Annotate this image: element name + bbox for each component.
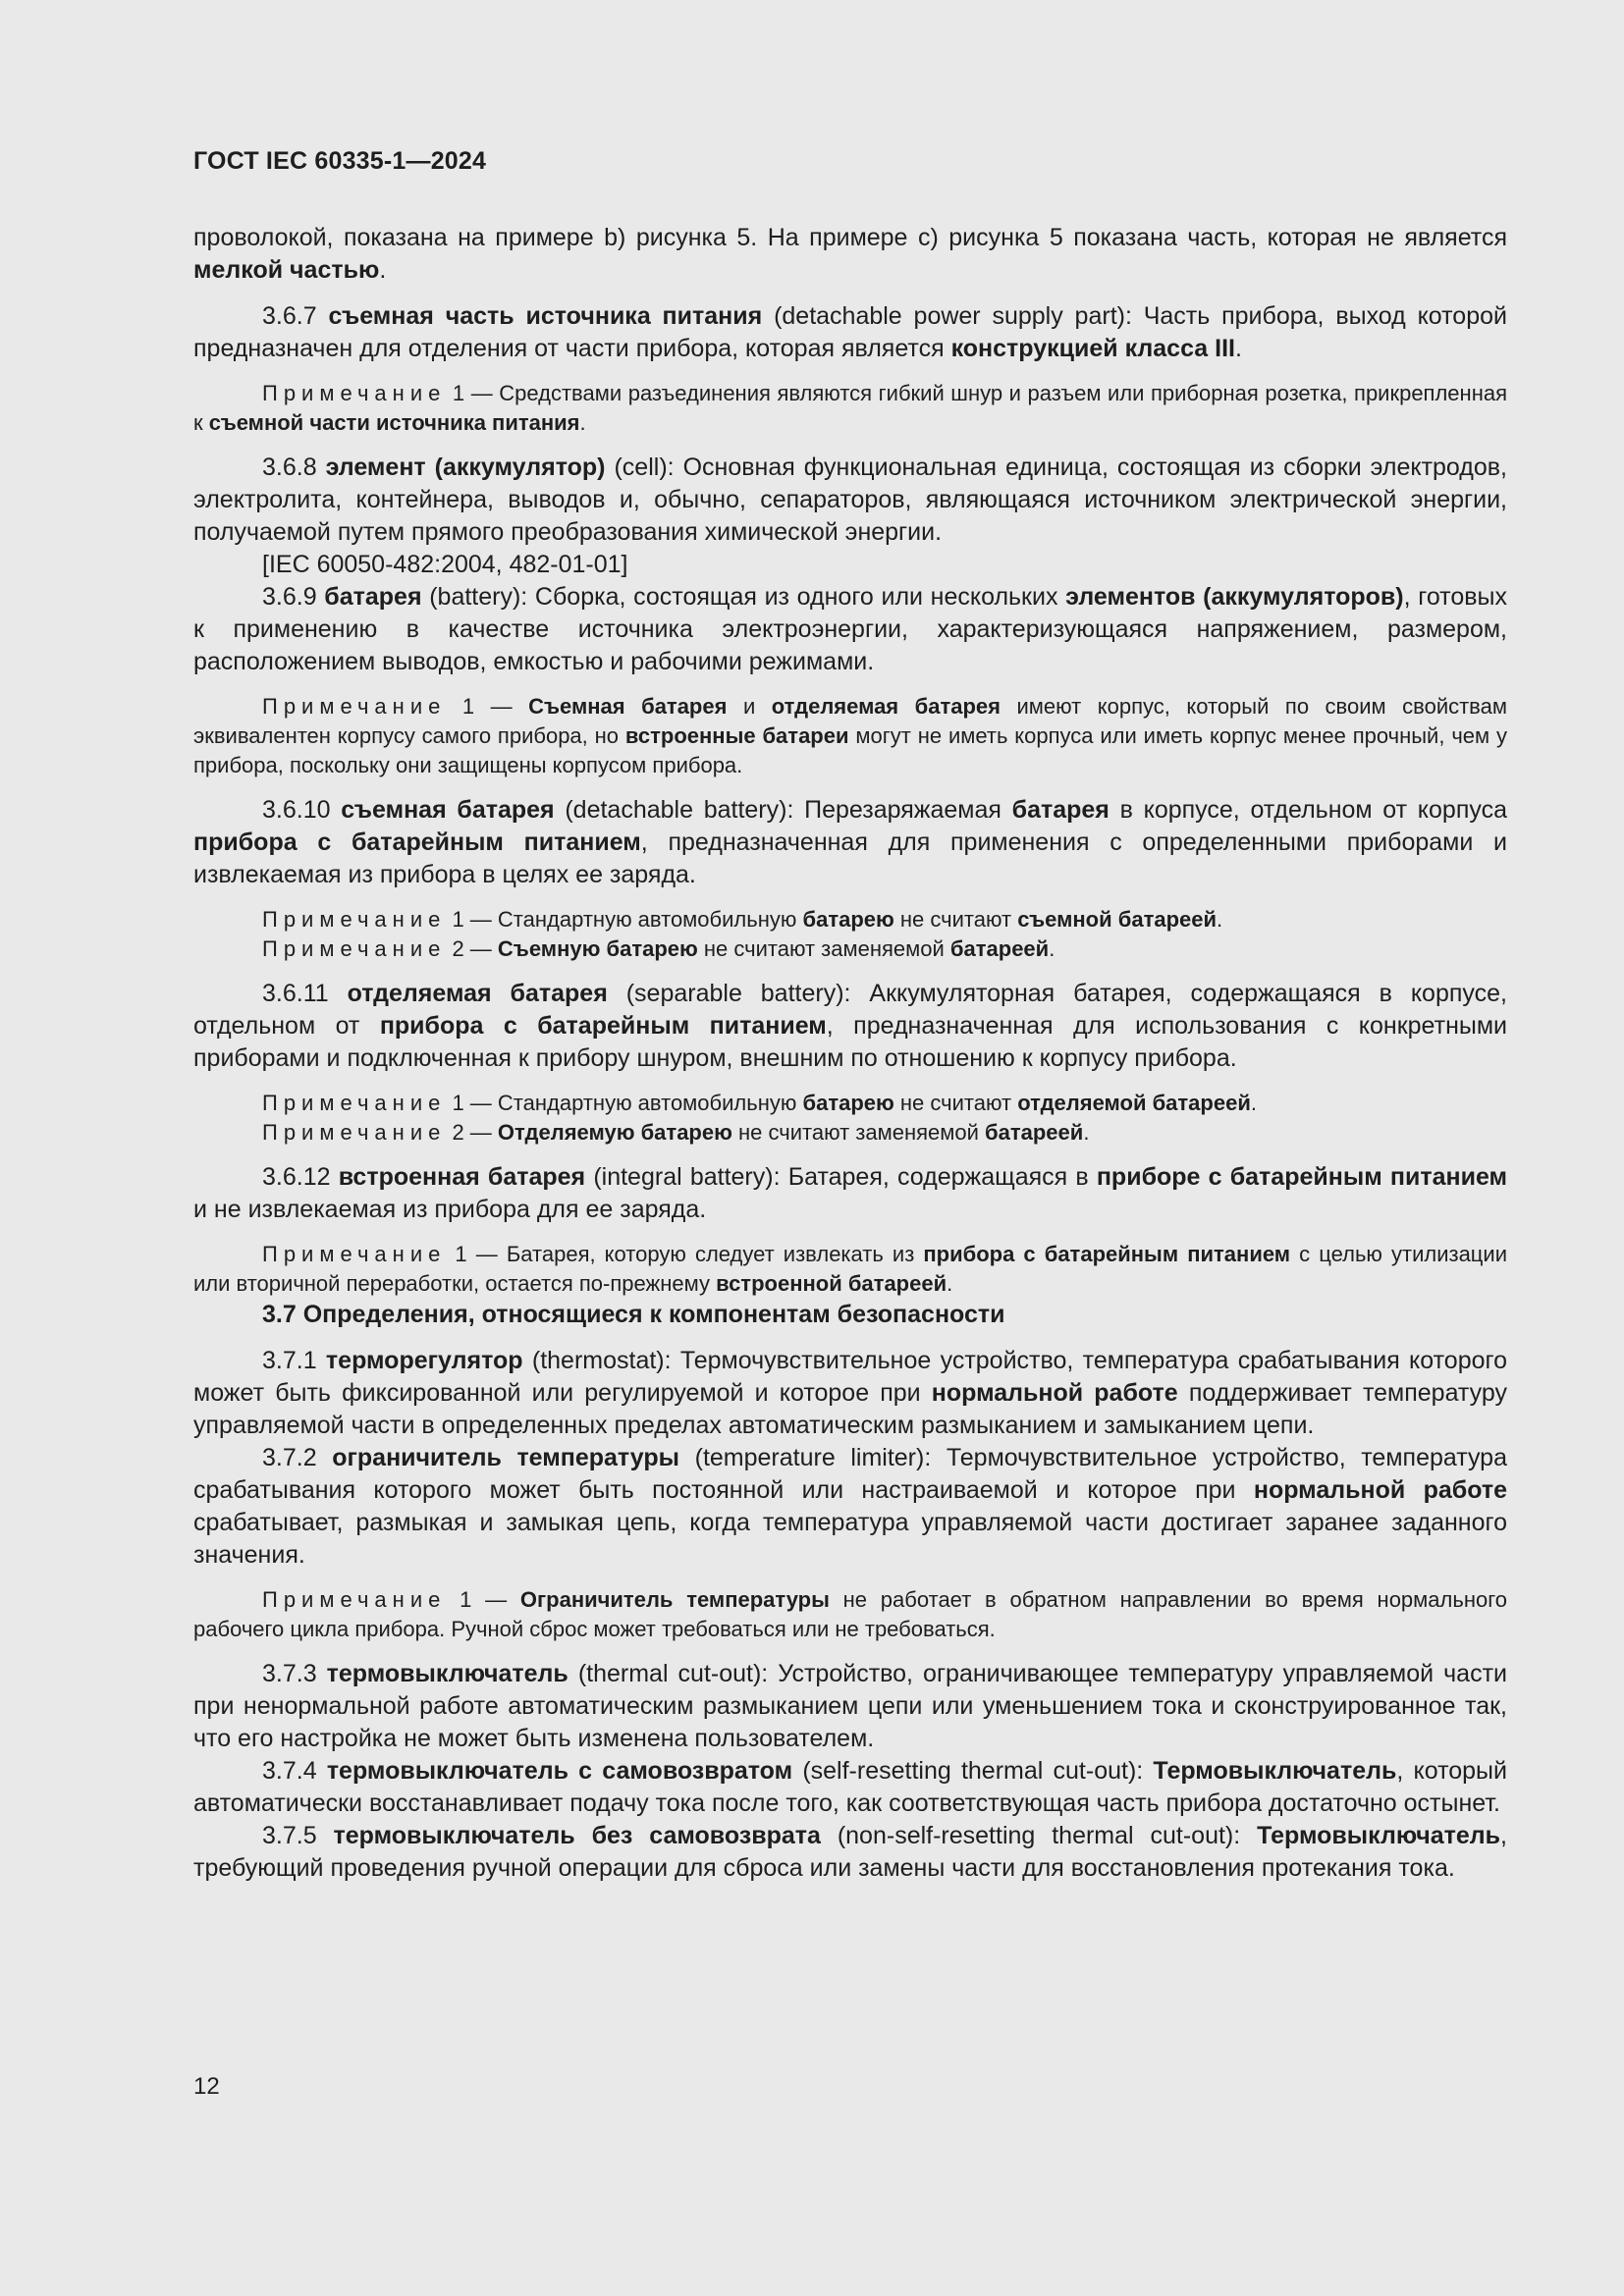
defined-term: прибора с батарейным питанием [379,1012,827,1040]
defined-term: элементов (аккумуляторов) [1065,583,1404,611]
text-run: 1 — Батарея, которую следует извлекать из [446,1242,924,1266]
defined-term: приборе с батарейным питанием [1096,1163,1508,1191]
text-run: не считают заменяемой [731,1120,986,1145]
text-run: , предназначенная для использования с конкретными приборами и подключенная к прибору шнуром, внешним по отношению к корпусу прибора. [193,1012,1507,1072]
text-run: , предназначенная для применения с определенными приборами и извлекаемая из прибора в целях ее заряда. [193,828,1507,888]
page-number: 12 [193,2073,220,2100]
section-heading [193,1299,1507,1331]
text-run: не считают [893,1091,1018,1115]
text-run: [IEC 60050-482:2004, 482-01-01] [262,551,628,578]
defined-term: съемная батарея [341,796,555,824]
text-run: . [947,1271,953,1296]
definition-paragraph [193,581,1507,678]
text-run: . [1250,1091,1257,1115]
defined-term: съемной части источника питания [208,410,580,435]
defined-term: батарея [1011,796,1110,824]
text-run: (temperature limiter): Термочувствительное устройство, температура срабатывания которого может быть постоянной или настраиваемой и которое при [193,1444,1507,1504]
text-run: и [727,694,772,719]
definition-paragraph [193,1161,1507,1226]
text-run: 3.7.5 [262,1822,334,1849]
text-run: 1 — Средствами разъединения являются гибкий шнур и разъем или приборная розетка, прикрепленная к [193,381,1507,435]
defined-term: термовыключатель с самовозвратом [326,1757,793,1785]
defined-term: прибора с батарейным питанием [193,828,641,856]
text-run: и не извлекаемая из прибора для ее заряда. [193,1196,707,1223]
defined-term: батареей [985,1120,1084,1145]
definition-paragraph [193,549,1507,581]
note-paragraph [193,905,1507,934]
definition-paragraph [193,1755,1507,1820]
text-run: 3.6.12 [262,1163,339,1191]
defined-term: Съемную батарею [497,936,698,961]
note-paragraph [193,692,1507,780]
defined-term: Ограничитель температуры [519,1587,830,1612]
defined-term: отделяемая батарея [771,694,1001,719]
definition-paragraph [193,1820,1507,1885]
definition-paragraph [193,300,1507,365]
defined-term: встроенная батарея [338,1163,586,1191]
text-run: 3.6.7 [262,302,329,330]
defined-term: термовыключатель без самовозврата [333,1822,821,1849]
text-run: . [1049,936,1056,961]
text-run: (non-self-resetting thermal cut-out): [820,1822,1258,1849]
note-paragraph [193,379,1507,438]
text-run: 3.7.2 [262,1444,333,1471]
note-label: Примечание [262,694,447,719]
note-label: Примечание [262,1120,447,1145]
defined-term: нормальной работе [931,1379,1178,1407]
text-run: 2 — [446,936,498,961]
definition-paragraph [193,1442,1507,1572]
text-run: 3.7.3 [262,1660,327,1687]
text-run: (thermostat): Термочувствительное устройство, температура срабатывания которого может быть фиксированной или регулируемой и которое при [193,1347,1507,1407]
text-run: . [579,410,586,435]
page-header-standard-title: ГОСТ IEC 60335-1—2024 [193,147,487,175]
note-label: Примечание [262,1587,447,1612]
note-label: Примечание [262,1091,447,1115]
note-paragraph [193,1089,1507,1118]
definition-paragraph [193,222,1507,287]
defined-term: отделяемой батареей [1017,1091,1251,1115]
text-run: проволокой, показана на примере b) рисунка 5. На примере c) рисунка 5 показана часть, которая не является [193,224,1507,251]
text-run: (thermal cut-out): Устройство, ограничивающее температуру управляемой части при ненормальной работе автоматическим размыканием цепи или уменьшением тока и сконструированное так, что его настройка не может быть изменена пользователем. [193,1660,1507,1752]
defined-term: Термовыключатель [1257,1822,1501,1849]
text-run: срабатывает, размыкая и замыкая цепь, когда температура управляемой части достигает заранее заданного значения. [193,1509,1507,1569]
text-run: (integral battery): Батарея, содержащаяся в [585,1163,1097,1191]
defined-term: встроенные батареи [624,723,849,748]
defined-term: батарею [802,907,894,932]
note-paragraph [193,1118,1507,1148]
note-label: Примечание [262,1242,447,1266]
document-body [193,222,1507,1885]
defined-term: терморегулятор [325,1347,523,1374]
defined-term: термовыключатель [326,1660,568,1687]
text-run: 1 — [446,694,529,719]
defined-term: батарею [802,1091,894,1115]
defined-term: прибора с батарейным питанием [923,1242,1291,1266]
definition-paragraph [193,1345,1507,1442]
text-run: (separable battery): Аккумуляторная батарея, содержащаяся в корпусе, отдельном от [193,980,1507,1040]
note-paragraph [193,934,1507,964]
text-run: , требующий проведения ручной операции для сброса или замены части для восстановления протекания тока. [193,1822,1507,1882]
note-paragraph [193,1240,1507,1299]
text-run: 3.6.10 [262,796,342,824]
defined-term: батарея [324,583,422,611]
defined-term: отделяемая батарея [347,980,608,1007]
text-run: 3.7.1 [262,1347,326,1374]
text-run: , который автоматически восстанавливает подачу тока после того, как соответствующая часть прибора достаточно остынет. [193,1757,1507,1817]
text-run: (cell): Основная функциональная единица, состоящая из сборки электродов, электролита, контейнера, выводов и, обычно, сепараторов, являющаяся источником электрической энергии, получаемой путем прямого преобразования химической энергии. [193,454,1507,546]
text-run: (detachable power supply part): Часть прибора, выход которой предназначен для отделения от части прибора, которая является [193,302,1507,362]
defined-term: Съемная батарея [528,694,728,719]
text-run: . [1083,1120,1090,1145]
text-run: поддерживает температуру управляемой части в определенных пределах автоматическим размыканием и замыканием цепи. [193,1379,1507,1439]
defined-term: Термовыключатель [1153,1757,1397,1785]
text-run: с целью утилизации или вторичной переработки, остается по-прежнему [193,1242,1507,1296]
text-run: 3.6.9 [262,583,325,611]
text-run: не считают заменяемой [697,936,950,961]
text-run: 2 — [446,1120,498,1145]
definition-paragraph [193,794,1507,891]
defined-term: съемной батареей [1017,907,1218,932]
text-run: 1 — [446,1587,520,1612]
text-run: имеют корпус, который по своим свойствам эквивалентен корпусу самого прибора, но [193,694,1507,748]
defined-term: элемент (аккумулятор) [325,454,606,481]
defined-term: встроенной батареей [716,1271,947,1296]
definition-paragraph [193,452,1507,549]
text-run: в корпусе, отдельном от корпуса [1109,796,1507,824]
text-run: (battery): Сборка, состоящая из одного или нескольких [421,583,1066,611]
defined-term: нормальной работе [1253,1476,1507,1504]
text-run: 1 — Стандартную автомобильную [446,907,803,932]
text-run: 3.7 Определения, относящиеся к компонентам безопасности [262,1301,1005,1328]
defined-term: ограничитель температуры [332,1444,679,1471]
defined-term: Отделяемую батарею [497,1120,732,1145]
text-run: 3.7.4 [262,1757,327,1785]
text-run: могут не иметь корпуса или иметь корпус менее прочный, чем у прибора, поскольку они защищены корпусом прибора. [193,723,1508,777]
note-label: Примечание [262,381,447,405]
text-run: . [1217,907,1223,932]
text-run: . [1234,335,1242,362]
text-run: . [379,256,387,284]
text-run: 3.6.8 [262,454,326,481]
defined-term: конструкцией класса III [950,335,1235,362]
definition-paragraph [193,1658,1507,1755]
text-run: (detachable battery): Перезаряжаемая [554,796,1012,824]
note-paragraph [193,1585,1507,1644]
definition-paragraph [193,978,1507,1075]
text-run: не считают [893,907,1018,932]
text-run: 3.6.11 [262,980,348,1007]
text-run: (self-resetting thermal cut-out): [792,1757,1154,1785]
text-run: не работает в обратном направлении во время нормального рабочего цикла прибора. Ручной сброс может требоваться или не требоваться. [193,1587,1507,1641]
note-label: Примечание [262,936,447,961]
defined-term: съемная часть источника питания [328,302,763,330]
text-run: , готовых к применению в качестве источника электроэнергии, характеризующаяся напряжением, размером, расположением выводов, емкостью и рабочими режимами. [193,583,1508,675]
defined-term: батареей [949,936,1050,961]
defined-term: мелкой частью [193,256,380,284]
text-run: 1 — Стандартную автомобильную [446,1091,803,1115]
note-label: Примечание [262,907,447,932]
